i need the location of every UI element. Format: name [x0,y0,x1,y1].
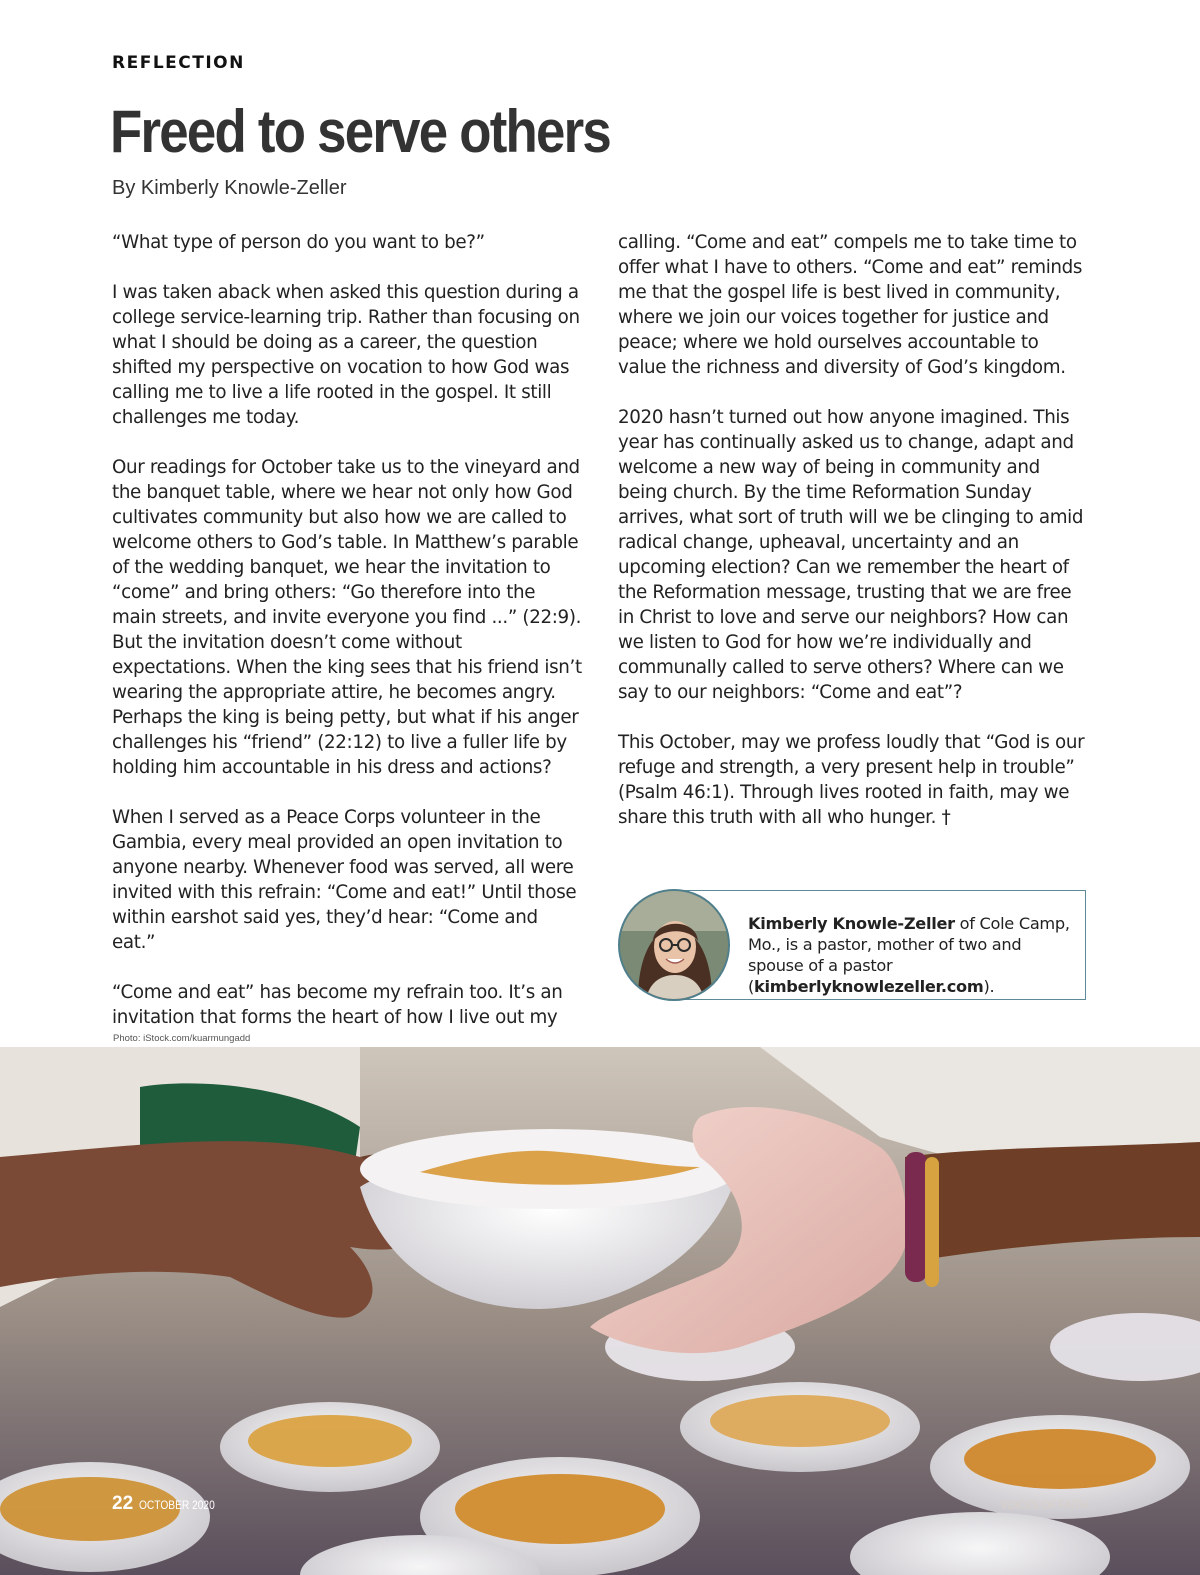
paragraph: I was taken aback when asked this question during a college service-learning trip. Rather than focusing on what I should be doing as a career, the question shifted my perspective on vocation to how God was calling me to live a life rooted in the gospel. It still challenges me today. [112,282,580,428]
paragraph: When I served as a Peace Corps volunteer in the Gambia, every meal provided an open invitation to anyone nearby. Whenever food was served, all were invited with this refrain: “Come and eat!” Until those within earshot said yes, they’d hear: “Come and eat.” [112,807,577,953]
paragraph: “What type of person do you want to be?” [112,232,485,253]
paragraph: This October, may we profess loudly that “God is our refuge and strength, a very present help in trouble” (Psalm 46:1). Through lives rooted in faith, may we share this truth with all who hunger. † [618,732,1085,828]
publication-name: VOICES OF FAITH [1000,1498,1088,1512]
paragraph: “Come and eat” has become my refrain too. It’s an invitation that forms the heart of how I live out my [112,982,563,1028]
author-website[interactable]: kimberlyknowlezeller.com [754,977,984,996]
paragraph: calling. “Come and eat” compels me to take time to offer what I have to others. “Come and eat” reminds me that the gospel life is best lived in community, where we join our voices together for justice and peace; where we hold ourselves accountable to value the richness and diversity of God’s kingdom. [618,232,1083,378]
section-label: REFLECTION [112,53,245,73]
footer-left [112,1493,228,1515]
photo-credit: Photo: iStock.com/kuarmungadd [113,1033,251,1044]
paragraph: 2020 hasn’t turned out how anyone imagined. This year has continually asked us to change, adapt and welcome a new way of being in community and being church. By the time Reformation Sunday arrives, what sort of truth will we be clinging to amid radical change, upheaval, uncertainty and an upcoming election? Can we remember the heart of the Reformation message, trusting that we are free in Christ to love and serve our neighbors? How can we listen to God for how we’re individually and communally called to serve others? Where can we say to our neighbors: “Come and eat”? [618,407,1084,703]
bio-text: of Cole Camp, Mo., is a pastor, mother of two and spouse of a pastor ( [748,914,1070,996]
bio-text-end: ). [983,977,995,996]
author-bio [748,913,1078,997]
paragraph: Our readings for October take us to the vineyard and the banquet table, where we hear not only how God cultivates community but also how we are called to welcome others to God’s table. In Matthew’s parable of the wedding banquet, we hear the invitation to “come” and bring others: “Go therefore into the main streets, and invite everyone you find ...” (22:9). But the invitation doesn’t come without expectations. When the king sees that his friend isn’t wearing the appropriate attire, he becomes angry. Perhaps the king is being petty, but what if his anger challenges his “friend” (22:12) to live a fuller life by holding him accountable in his dress and actions? [112,457,582,778]
author-name: Kimberly Knowle-Zeller [748,914,955,933]
page-number: 22 [112,1493,134,1514]
author-photo [618,889,730,1001]
left-column [112,230,582,1055]
issue-date: OCTOBER 2020 [139,1498,215,1512]
byline: By Kimberly Knowle-Zeller [112,177,347,199]
article-title: Freed to serve others [110,98,611,165]
right-column [618,230,1088,855]
